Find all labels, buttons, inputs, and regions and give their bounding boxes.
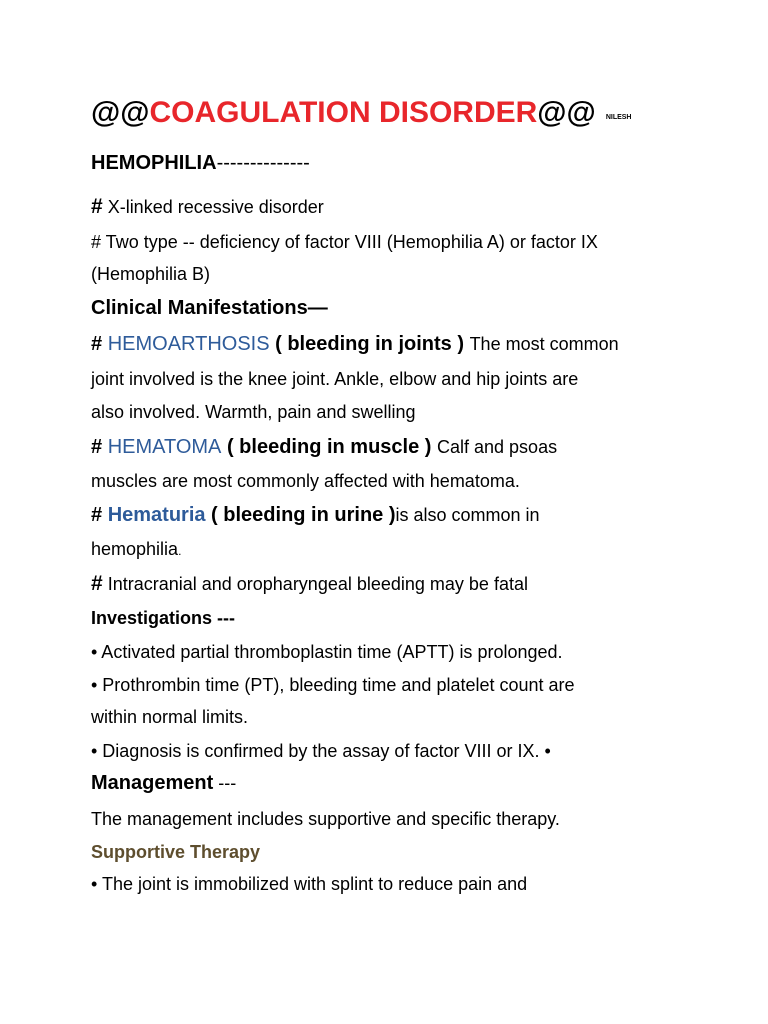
point-x-linked (91, 196, 324, 217)
management-heading (91, 773, 236, 793)
hemophilia-heading-text: HEMOPHILIA (91, 152, 217, 174)
hematoma-line (91, 437, 557, 457)
hash-mark: # (91, 333, 108, 355)
management-intro: The management includes supportive and specific therapy. (91, 809, 560, 829)
investigation-line: within normal limits. (91, 707, 249, 727)
hemoarthosis-line-3: also involved. Warmth, pain and swelling (91, 402, 416, 422)
hematuria-line-2 (91, 540, 181, 558)
point-text: X-linked recessive disorder (102, 197, 324, 217)
title-suffix: @@ (537, 96, 596, 129)
hematoma-term: HEMATOMA (107, 436, 222, 458)
hematuria-text: is also common in (395, 505, 540, 525)
hemophilia-heading (91, 153, 310, 173)
hematoma-line-2: muscles are most commonly affected with hematoma. (91, 471, 520, 491)
hemoarthosis-text: The most common (469, 334, 619, 354)
supportive-therapy-heading: Supportive Therapy (91, 842, 261, 862)
hematoma-text: Calf and psoas (437, 437, 558, 457)
title-main: COAGULATION DISORDER (149, 96, 538, 129)
investigation-line: • Prothrombin time (PT), bleeding time and platelet count are (91, 675, 575, 695)
hematuria-line (91, 505, 540, 525)
hematuria-line-2-end: . (178, 544, 182, 558)
hemophilia-heading-dash: -------------- (216, 152, 310, 174)
hematuria-paren: ( bleeding in urine ) (205, 504, 396, 526)
hemoarthosis-line (91, 334, 619, 354)
hematoma-paren: ( bleeding in muscle ) (221, 436, 437, 458)
hash-mark: # (91, 572, 103, 595)
hemoarthosis-term: HEMOARTHOSIS (107, 333, 270, 355)
investigation-line: • Activated partial thromboplastin time (APTT) is prolonged. (91, 642, 563, 662)
management-heading-dash: --- (213, 773, 237, 793)
hemoarthosis-line-2: joint involved is the knee joint. Ankle, elbow and hip joints are (91, 369, 579, 389)
title-prefix: @@ (91, 96, 150, 129)
supportive-therapy-line: • The joint is immobilized with splint to reduce pain and (91, 874, 528, 894)
hematuria-term: Hematuria (107, 504, 206, 526)
hash-mark: # (91, 436, 108, 458)
hematuria-line-2-text: hemophilia (91, 539, 179, 559)
author-name: NILESH (605, 114, 632, 121)
investigations-heading: Investigations --- (91, 608, 236, 628)
management-heading-text: Management (91, 772, 214, 794)
point-two-type-cont: (Hemophilia B) (91, 264, 211, 284)
hash-mark: # (91, 195, 103, 218)
intracranial-text: Intracranial and oropharyngeal bleeding may be fatal (102, 574, 528, 594)
page-title (91, 98, 631, 128)
point-two-type: # Two type -- deficiency of factor VIII (Hemophilia A) or factor IX (91, 232, 598, 252)
clinical-heading: Clinical Manifestations— (91, 297, 328, 319)
intracranial-line (91, 573, 528, 594)
hemoarthosis-paren: ( bleeding in joints ) (269, 333, 470, 355)
hash-mark: # (91, 504, 108, 526)
investigation-line: • Diagnosis is confirmed by the assay of factor VIII or IX. • (91, 741, 551, 761)
